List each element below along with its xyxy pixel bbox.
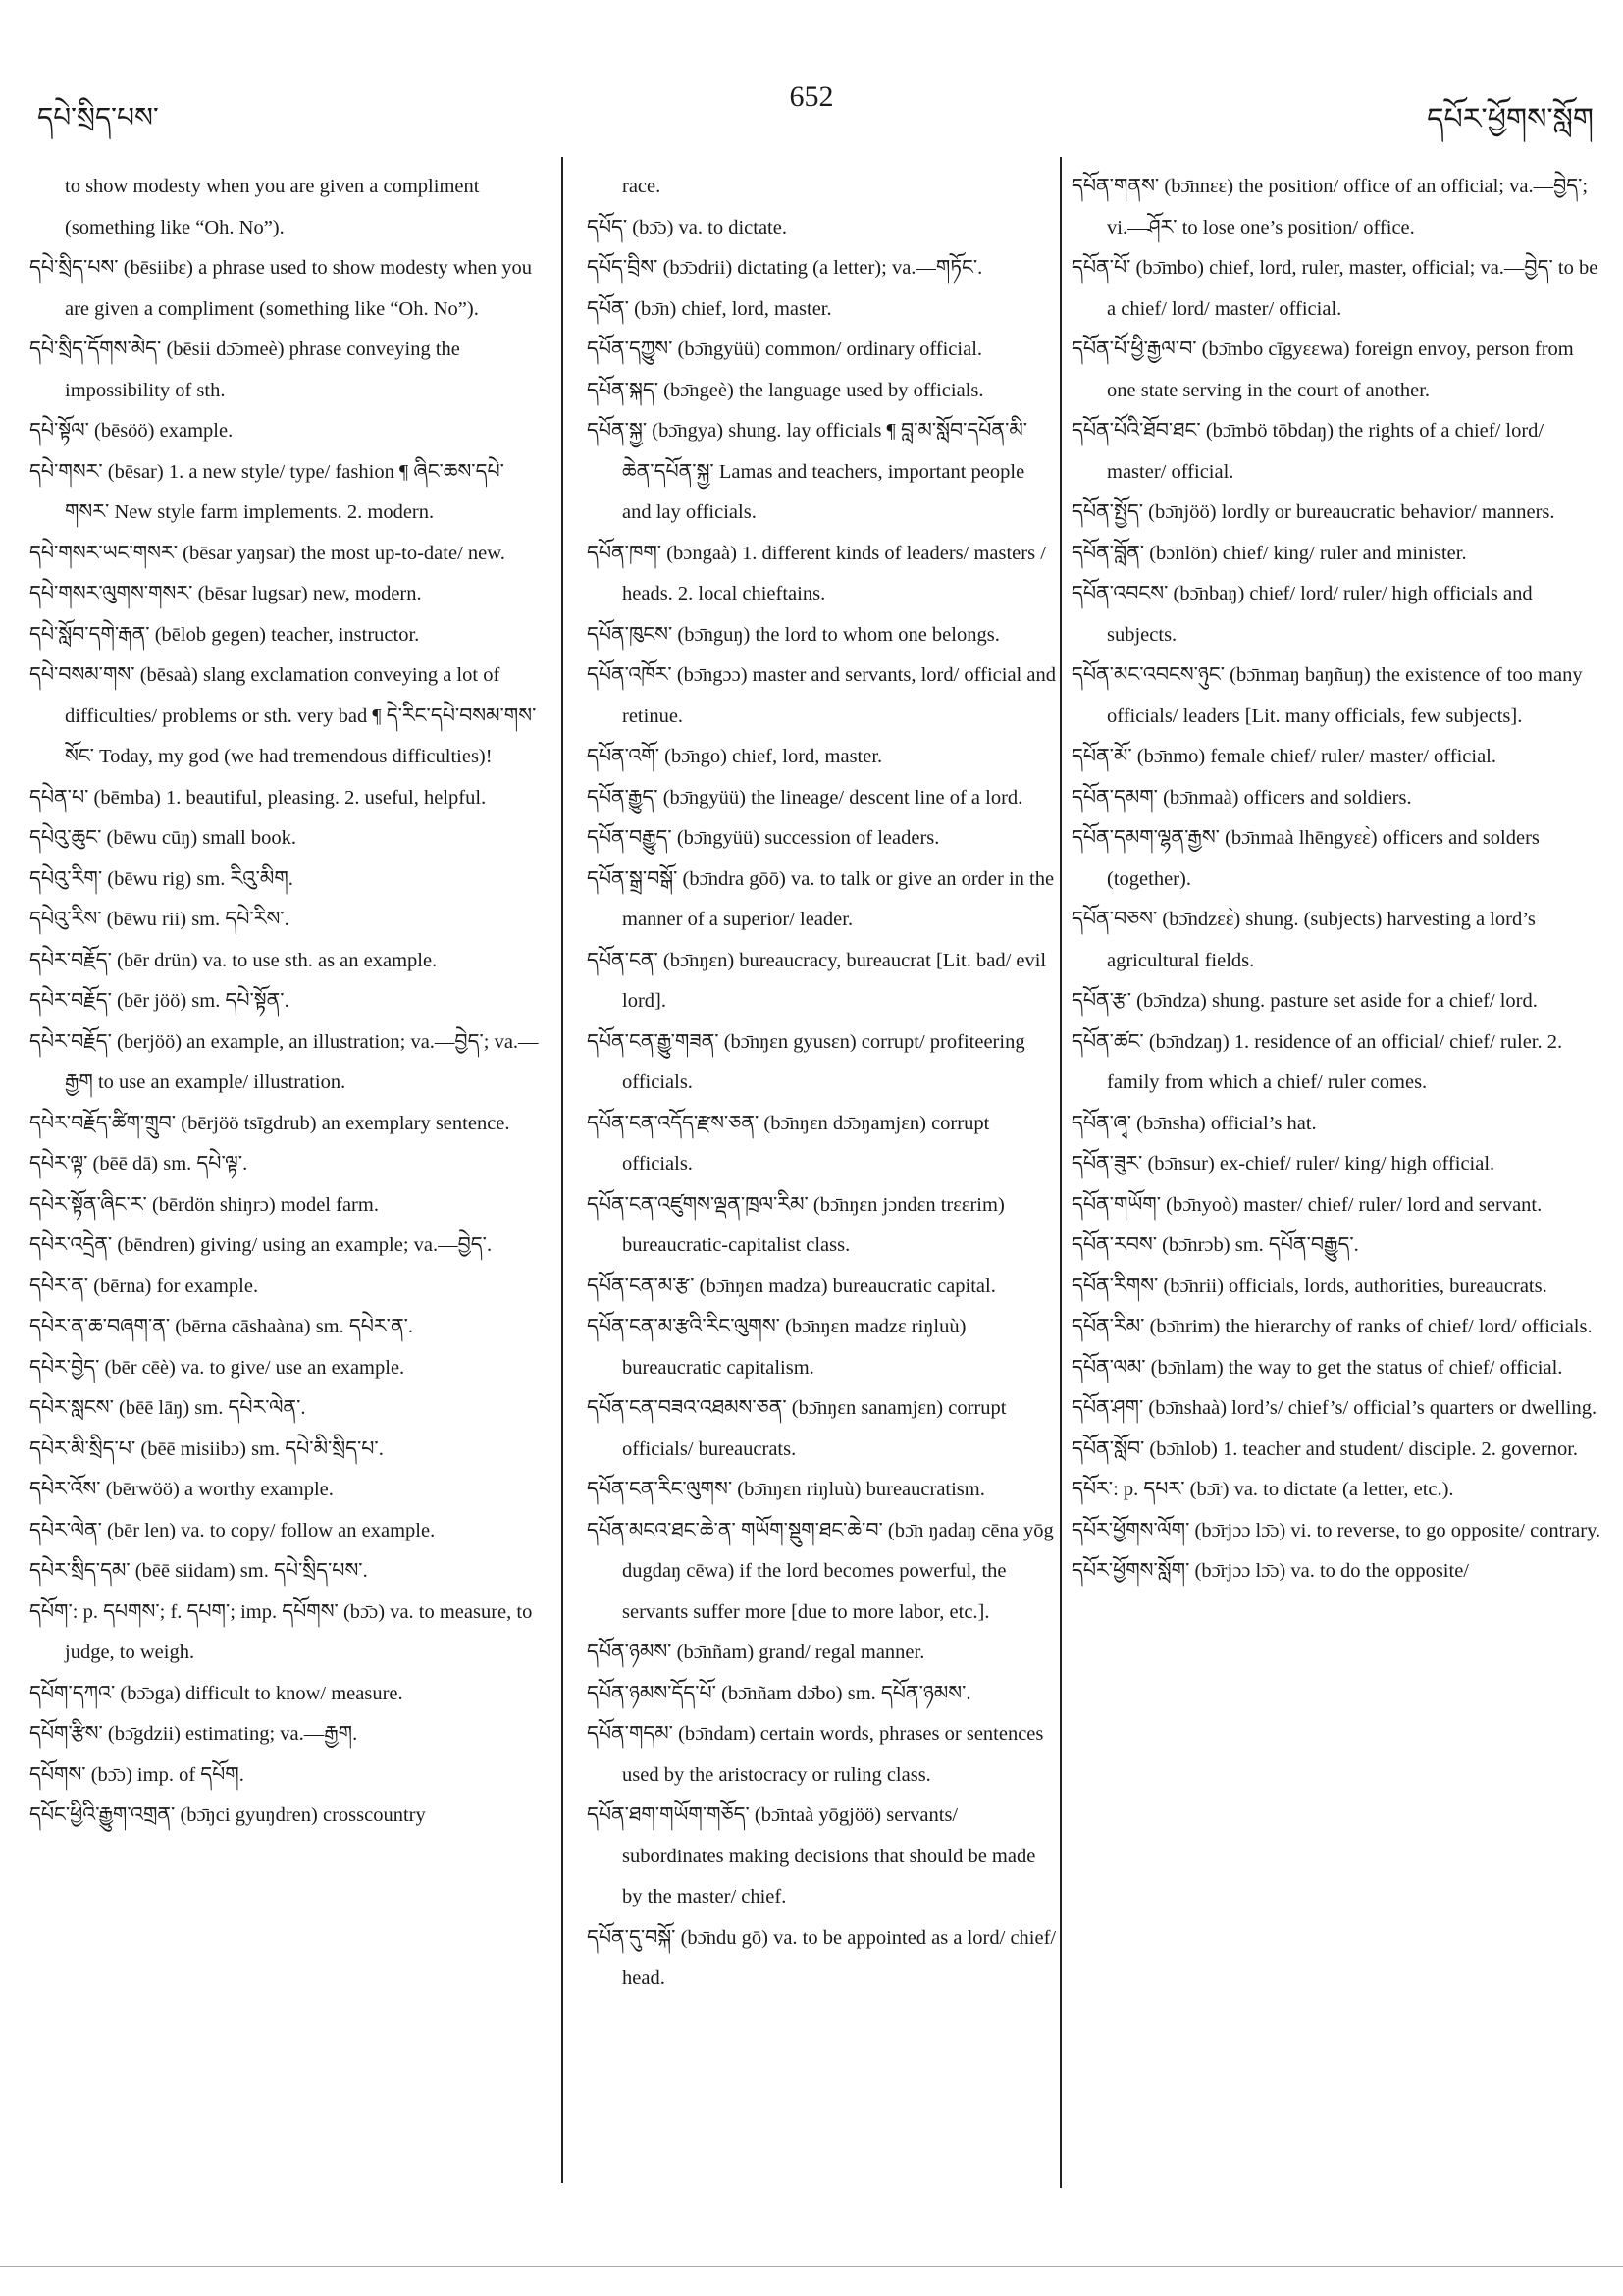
dictionary-entry: དཔོན་པོའི་ཐོབ་ཐང་ (bɔ̄mbö tōbdaŋ) the rights of a chief/ lord/ master/ official. [1072,420,1544,483]
dictionary-entry: དཔོན་གདམ་ (bɔ̄ndam) certain words, phrases or sentences used by the aristocracy or ruling class. [587,1723,1044,1786]
dictionary-entry: དཔོད་ (bɔ̄ɔ) va. to dictate. [587,216,787,238]
dictionary-entry: དཔོན་ངན་རྒྱུ་གཟན་ (bɔ̄nŋɛn gyusɛn) corrupt/ profiteering officials. [587,1030,1025,1093]
dictionary-entry: དཔོན་ཉམས་ (bɔ̄nñam) grand/ regal manner. [587,1642,925,1663]
dictionary-entry: དཔོག་རྩིས་ (bɔ̄gdzii) estimating; va.—རྒྱག. [29,1723,358,1745]
dictionary-entry: དཔོན་དམག་ (bɔ̄nmaà) officers and soldiers. [1072,786,1412,809]
dictionary-entry: race. [622,176,661,197]
dictionary-entry: དཔེར་བརྗོད་ཚིག་གྲུབ་ (bērjöö tsīgdrub) an exemplary sentence. [29,1112,510,1134]
dictionary-entry: དཔོན་རིམ་ (bɔ̄nrim) the hierarchy of ranks of chief/ lord/ officials. [1072,1316,1593,1337]
dictionary-entry: དཔོན་རབས་ (bɔ̄nrɔb) sm. དཔོན་བརྒྱུད་. [1072,1234,1359,1256]
dictionary-entry: དཔོར་ཕྱོགས་ལོག་ (bɔ̄rjɔɔ lɔ̄ɔ) vi. to reverse, to go opposite/ contrary. [1072,1519,1601,1541]
dictionary-entry: དཔེར་འདྲེན་ (bēndren) giving/ using an example; va.—བྱེད་. [29,1234,493,1256]
dictionary-entry: དཔེར་མི་སྲིད་པ་ (bēē misiibɔ) sm. དཔེ་མི་སྲིད་པ་. [29,1437,384,1460]
dictionary-entry: དཔོན་མང་འབངས་ཉུང་ (bɔ̄nmaŋ baŋñuŋ) the existence of too many officials/ leaders [Lit. many officials, few subjects]. [1072,664,1583,727]
dictionary-entry: དཔོན་ཁུངས་ (bɔ̄nguŋ) the lord to whom one belongs. [587,623,1000,646]
dictionary-entry: དཔེ་གསར་ (bēsar) 1. a new style/ type/ fashion ¶ ཞིང་ཆས་དཔེ་གསར་ New style farm implements. 2. modern. [29,460,504,523]
dictionary-entry: དཔོན་དུ་བསྐོ་ (bɔ̄ndu gō) va. to be appointed as a lord/ chief/ head. [587,1926,1057,1989]
column-1 [29,167,540,1837]
dictionary-entry: དཔོན་མངའ་ཐང་ཆེ་ན་ གཡོག་སྡུག་ཐང་ཆེ་བ་ (bɔ̄n ŋadaŋ cēna yōg dugdaŋ cēwa) if the lord becomes powerful, the servants suffer more [due to more labor, etc.]. [587,1519,1054,1623]
dictionary-entry: དཔོན་ཟུར་ (bɔ̄nsur) ex-chief/ ruler/ king/ high official. [1072,1153,1495,1174]
dictionary-entry: དཔོན་བློན་ (bɔ̄nlön) chief/ king/ ruler and minister. [1072,542,1467,564]
column-divider-1 [561,157,563,2183]
dictionary-entry: དཔེ་སྲིད་དོགས་མེད་ (bēsii dɔ̄ɔmeè) phrase conveying the impossibility of sth. [29,339,460,401]
dictionary-entry: དཔོད་བྲིས་ (bɔ̄ɔdrii) dictating (a letter); va.—གཏོང་. [587,257,983,279]
dictionary-entry: དཔོག་དཀའ་ (bɔ̄ɔga) difficult to know/ measure. [29,1682,403,1704]
dictionary-entry: དཔོར་ཕྱོགས་སློག་ (bɔ̄rjɔɔ lɔ̄ɔ) va. to do the opposite/ [1072,1560,1469,1582]
dictionary-entry: དཔོན་གནས་ (bɔ̄nnɛɛ) the position/ office of an official; va.—བྱེད་; vi.—ཤོར་ to lose one’s position/ office. [1072,176,1589,238]
dictionary-entry: དཔོན་སྒྲ་བསྒོ་ (bɔ̄ndra gōō) va. to talk or give an order in the manner of a superior/ leader. [587,867,1055,930]
dictionary-entry: དཔེའུ་རིས་ (bēwu rii) sm. དཔེ་རིས་. [29,909,289,930]
dictionary-entry: དཔོང་ཕྱིའི་རྒྱུག་འགྲན་ (bɔ̄ŋci gyuŋdren) crosscountry [29,1804,426,1826]
dictionary-entry: དཔོན་འགོ་ (bɔ̄ngo) chief, lord, master. [587,746,883,767]
dictionary-entry: དཔེ་སྲིད་པས་ (bēsiibɛ) a phrase used to show modesty when you are given a compliment (something like “Oh. No”). [29,257,532,320]
dictionary-entry: དཔོན་ཞྭ་ (bɔ̄nsha) official’s hat. [1072,1112,1317,1134]
dictionary-entry: དཔེར་ལྟ་ (bēē dā) sm. དཔེ་ལྟ་. [29,1153,248,1174]
column-divider-2 [1060,157,1062,2188]
dictionary-entry: དཔོན་ཤག་ (bɔ̄nshaà) lord’s/ chief’s/ official’s quarters or dwelling. [1072,1397,1597,1419]
dictionary-entry: དཔོན་རྩ་ (bɔ̄ndza) shung. pasture set aside for a chief/ lord. [1072,990,1538,1012]
dictionary-entry: དཔེར་བརྗོད་ (berjöö) an example, an illustration; va.—བྱེད་; va.—རྒྱག to use an example/ illustration. [29,1030,539,1093]
dictionary-entry: དཔོན་ངན་འཛུགས་ལྡན་ཁྲལ་རིམ་ (bɔ̄nŋɛn jɔndɛn trɛɛrim) bureaucratic-capitalist class. [587,1193,1005,1256]
dictionary-entry: དཔོན་ཚང་ (bɔ̄ndzaŋ) 1. residence of an official/ chief/ ruler. 2. family from which a chief/ ruler comes. [1072,1030,1563,1093]
dictionary-entry: དཔོན་དཀྱུས་ (bɔ̄ngyüü) common/ ordinary official. [587,339,983,360]
dictionary-entry: དཔེར་བརྗོད་ (bēr jöö) sm. དཔེ་སྟོན་. [29,990,289,1012]
dictionary-entry: དཔོན་ངན་ (bɔ̄nŋɛn) bureaucracy, bureaucrat [Lit. bad/ evil lord]. [587,949,1047,1012]
dictionary-entry: དཔེ་བསམ་གས་ (bēsaà) slang exclamation conveying a lot of difficulties/ problems or sth. very bad ¶ དེ་རིང་དཔེ་བསམ་གས་སོང་ Today, my god (we had tremendous difficulties)! [29,664,537,767]
dictionary-entry: དཔོན་བཅས་ (bɔ̄ndzɛɛ̀) shung. (subjects) harvesting a lord’s agricultural fields. [1072,909,1536,971]
dictionary-entry: དཔེར་སླངས་ (bēē lāŋ) sm. དཔེར་ལེན་. [29,1397,306,1419]
running-head-right: དཔོར་ཕྱོགས་སློག [1427,102,1594,136]
dictionary-entry: དཔོན་སྐད་ (bɔ̄ngeè) the language used by officials. [587,379,984,401]
dictionary-entry: དཔེར་སྲིད་དམ་ (bēē siidam) sm. དཔེ་སྲིད་པས་. [29,1560,368,1582]
bottom-divider [0,2266,1623,2267]
dictionary-entry: དཔོན་པོ་ (bɔ̄mbo) chief, lord, ruler, master, official; va.—བྱེད་ to be a chief/ lord/ master/ official. [1072,257,1598,320]
dictionary-entry: དཔོན་སྤྱོད་ (bɔ̄njöö) lordly or bureaucratic behavior/ manners. [1072,501,1555,523]
dictionary-entry: དཔོན་ངན་རིང་ལུགས་ (bɔ̄nŋɛn riŋluù) bureaucratism. [587,1479,985,1500]
dictionary-entry: དཔེའུ་རིག་ (bēwu rig) sm. རིའུ་མིག. [29,867,293,890]
dictionary-entry: དཔོན་འབངས་ (bɔ̄nbaŋ) chief/ lord/ ruler/ high officials and subjects. [1072,583,1533,646]
dictionary-entry: དཔོག་: p. དཔགས་; f. དཔག་; imp. དཔོགས་ (bɔ̄ɔ) va. to measure, to judge, to weigh. [29,1600,533,1663]
dictionary-entry: དཔོན་མོ་ (bɔ̄nmo) female chief/ ruler/ master/ official. [1072,746,1496,767]
dictionary-entry: དཔེར་ན་ཆ་བཞག་ན་ (bērna cāshaàna) sm. དཔེར་ན་. [29,1316,414,1337]
dictionary-entry: དཔོན་ངན་འདོད་རྫས་ཅན་ (bɔ̄nŋɛn dɔ̄ɔŋamjɛn) corrupt officials. [587,1112,990,1174]
running-head-left: དཔེ་སྲིད་པས་ [37,101,159,133]
dictionary-entry: དཔོན་ཁག་ (bɔ̄ngaà) 1. different kinds of leaders/ masters / heads. 2. local chieftains. [587,542,1046,604]
dictionary-entry: དཔེ་སྟོལ་ (bēsöö) example. [29,420,234,442]
dictionary-entry: དཔེར་བྱེད་ (bēr cēè) va. to give/ use an example. [29,1356,405,1379]
dictionary-entry: དཔོན་པོ་ཕྱི་རྒྱལ་བ་ (bɔ̄mbo cīgyɛɛwa) foreign envoy, person from one state serving in the court of another. [1072,339,1574,401]
dictionary-entry: དཔོན་ཉམས་དོད་པོ་ (bɔ̄nñam dɔ̄bo) sm. དཔོན་ཉམས་. [587,1682,971,1704]
dictionary-entry: དཔེར་སྟོན་ཞིང་ར་ (bērdön shiŋrɔ) model farm. [29,1193,379,1216]
dictionary-entry: དཔེར་བརྗོད་ (bēr drün) va. to use sth. as an example. [29,949,438,971]
dictionary-entry: དཔེར་ན་ (bērna) for example. [29,1275,259,1297]
dictionary-entry: to show modesty when you are given a compliment (something like “Oh. No”). [65,176,480,238]
dictionary-entry: དཔོན་གཡོག་ (bɔ̄nyoò) master/ chief/ ruler/ lord and servant. [1072,1193,1543,1216]
dictionary-entry: དཔོན་ཐག་གཡོག་གཅོད་ (bɔ̄ntaà yōgjöö) servants/ subordinates making decisions that should be made by the master/ chief. [587,1804,1036,1907]
dictionary-entry: དཔེ་སློབ་དགེ་རྒན་ (bēlob gegen) teacher, instructor. [29,623,420,646]
dictionary-entry: དཔེན་པ་ (bēmba) 1. beautiful, pleasing. 2. useful, helpful. [29,786,487,809]
dictionary-entry: དཔོན་རིགས་ (bɔ̄nrii) officials, lords, authorities, bureaucrats. [1072,1275,1547,1297]
dictionary-entry: དཔོན་རྒྱུད་ (bɔ̄ngyüü) the lineage/ descent line of a lord. [587,786,1023,809]
dictionary-entry: དཔོན་ངན་བཟའ་འཐམས་ཅན་ (bɔ̄nŋɛn sanamjɛn) corrupt officials/ bureaucrats. [587,1397,1007,1460]
dictionary-entry: དཔོན་འཁོར་ (bɔ̄ngɔɔ) master and servants, lord/ official and retinue. [587,664,1056,727]
dictionary-entry: དཔོན་སློབ་ (bɔ̄nlob) 1. teacher and student/ disciple. 2. governor. [1072,1437,1579,1460]
dictionary-entry: དཔོན་སྐྱ་ (bɔ̄ngya) shung. lay officials ¶ བླ་མ་སློབ་དཔོན་མི་ཆེན་དཔོན་སྐྱ་ Lamas and teachers, important people and lay officials. [587,420,1028,523]
dictionary-entry: དཔོན་ངན་མ་རྩའི་རིང་ལུགས་ (bɔ̄nŋɛn madzɛ riŋluù) bureaucratic capitalism. [587,1316,967,1379]
dictionary-entry: དཔོན་ལམ་ (bɔ̄nlam) the way to get the status of chief/ official. [1072,1356,1563,1379]
dictionary-entry: དཔེ་གསར་ལུགས་གསར་ (bēsar lugsar) new, modern. [29,583,422,604]
column-3 [1072,167,1601,1592]
page-number: 652 [789,80,834,113]
dictionary-entry: དཔོན་ (bɔ̄n) chief, lord, master. [587,297,832,320]
dictionary-entry: དཔེར་ལེན་ (bēr len) va. to copy/ follow an example. [29,1519,436,1541]
dictionary-entry: དཔེར་འོས་ (bērwöö) a worthy example. [29,1479,334,1500]
dictionary-entry: དཔེའུ་ཆུང་ (bēwu cūŋ) small book. [29,827,296,849]
dictionary-entry: དཔོར་: p. དཔར་ (bɔ̄r) va. to dictate (a letter, etc.). [1072,1479,1454,1500]
dictionary-entry: དཔེ་གསར་ཡང་གསར་ (bēsar yaŋsar) the most up-to-date/ new. [29,542,505,564]
dictionary-entry: དཔོན་བརྒྱུད་ (bɔ̄ngyüü) succession of leaders. [587,827,940,849]
dictionary-entry: དཔོན་དམག་ལྷན་རྒྱས་ (bɔ̄nmaà lhēngyɛɛ̀) officers and solders (together). [1072,827,1540,890]
dictionary-entry: དཔོགས་ (bɔ̄ɔ) imp. of དཔོག. [29,1763,244,1786]
dictionary-entry: དཔོན་ངན་མ་རྩ་ (bɔ̄nŋɛn madza) bureaucratic capital. [587,1275,996,1297]
column-2 [587,167,1058,2000]
